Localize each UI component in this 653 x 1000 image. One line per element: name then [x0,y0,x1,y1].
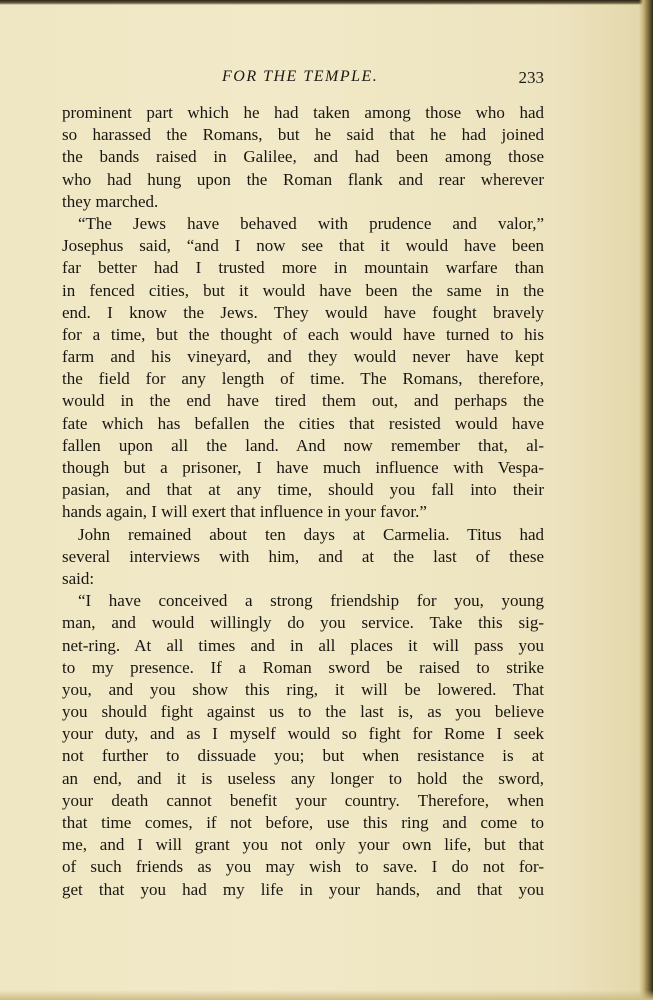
text-line: to my presence. If a Roman sword be raised to strike [62,657,544,677]
text-line: me, and I will grant you not only your own life, but that [62,835,544,855]
text-line: not further to dissuade you; but when resistance is at [62,746,544,766]
text-line: an end, and it is useless any longer to hold the sword, [62,768,544,788]
text-line: your death cannot benefit your country. Therefore, when [62,790,544,810]
text-line: get that you had my life in your hands, and that you [62,879,544,899]
body-text [62,102,544,901]
text-line: that time comes, if not before, use this ring and come to [62,813,544,832]
page-header [62,68,544,92]
text-line: who had hung upon the Roman flank and rear wherever [62,169,544,189]
text-line: the field for any length of time. The Romans, therefore, [62,369,544,389]
text-line: man, and would willingly do you service. Take this sig- [62,613,544,633]
text-line: so harassed the Romans, but he said that he had joined [62,125,544,145]
text-line: said: [62,568,95,588]
text-line: “I have conceived a strong friendship for you, young [78,591,544,611]
text-line: several interviews with him, and at the last of these [62,546,544,566]
text-line: you, and you show this ring, it will be lowered. That [62,679,544,699]
text-line: John remained about ten days at Carmelia. Titus had [78,524,544,544]
text-line: net-ring. At all times and in all places it will pass you [62,635,544,655]
running-title: FOR THE TEMPLE. [222,68,379,85]
text-line: they marched. [62,191,159,211]
text-line: fallen upon all the land. And now remember that, al- [62,435,544,455]
page-number: 233 [518,68,544,87]
text-line: in fenced cities, but it would have been the same in the [62,280,544,300]
page-binding-edge [639,0,653,1000]
text-line: you should fight against us to the last is, as you believe [62,702,544,722]
text-line: farm and his vineyard, and they would never have kept [62,347,544,367]
text-line: your duty, and as I myself would so fight for Rome I seek [62,724,544,744]
text-line: would in the end have tired them out, and perhaps the [62,391,544,411]
text-line: “The Jews have behaved with prudence and valor,” [78,213,544,233]
text-line: for a time, but the thought of each would have turned to his [62,324,544,344]
text-line: fate which has befallen the cities that resisted would have [62,413,544,433]
text-line: far better had I trusted more in mountain warfare than [62,258,544,278]
text-line: prominent part which he had taken among those who had [62,103,544,122]
text-line: Josephus said, “and I now see that it would have been [62,236,544,256]
text-line: end. I know the Jews. They would have fought bravely [62,302,544,322]
text-line: though but a prisoner, I have much influence with Vespa- [62,458,544,477]
page-bottom-shadow [0,990,653,1000]
text-line: the bands raised in Galilee, and had been among those [62,147,544,167]
page-top-edge [0,0,653,5]
text-line: of such friends as you may wish to save. I do not for- [62,857,544,877]
text-line: hands again, I will exert that influence in your favor.” [62,502,427,522]
text-line: pasian, and that at any time, should you fall into their [62,480,544,500]
